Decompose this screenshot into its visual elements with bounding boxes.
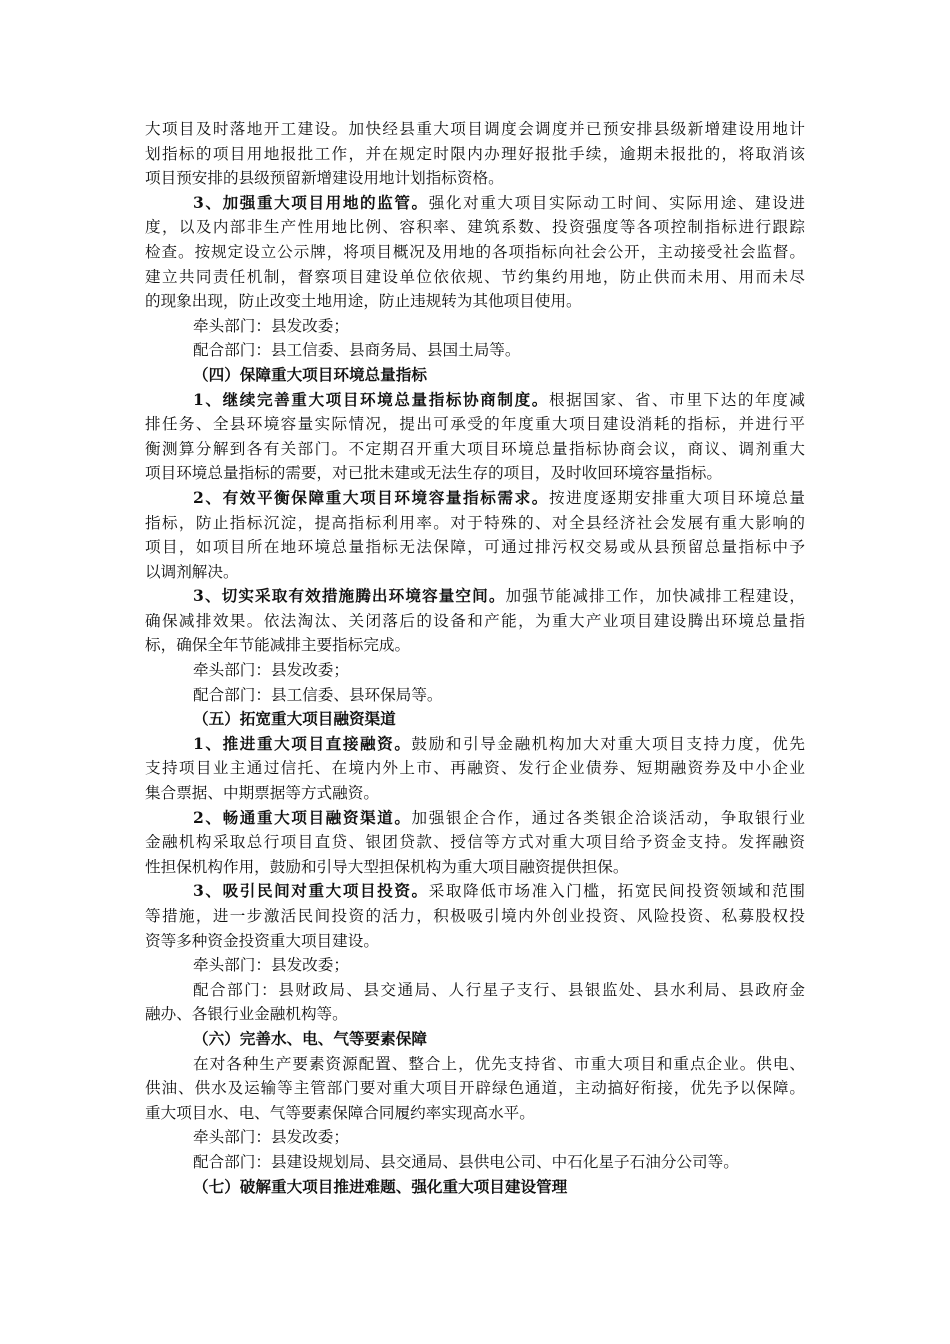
section-heading: （五）拓宽重大项目融资渠道 [193,709,396,729]
item-text: 按进度逐期安排重大项目环境总量 [548,488,805,507]
document-body [145,117,805,1199]
lead-department: 牵头部门：县发改委； [193,661,349,680]
lead-department: 牵头部门：县发改委； [193,956,349,975]
text-line: 资等多种资金投资重大项目建设。 [145,931,379,950]
text-line: 标，确保全年节能减排主要指标完成。 [145,636,411,655]
cooperating-departments: 配合部门：县工信委、县商务局、县国土局等。 [193,341,521,360]
item-text: 强化对重大项目实际动工时间、实际用途、建设进 [428,193,805,212]
text-line: 衡测算分解到各有关部门。不定期召开重大项目环境总量指标协商会议，商议、调剂重大 [145,439,805,458]
text-line: 排任务、全县环境容量实际情况，提出可承受的年度重大项目建设消耗的指标，并进行平 [145,415,805,434]
item-text: 鼓励和引导金融机构加大对重大项目支持力度，优先 [411,734,805,753]
item-title: 2、有效平衡保障重大项目环境容量指标需求。 [193,487,549,507]
paragraph-start [145,879,805,904]
item-title: 2、畅通重大项目融资渠道。 [193,807,412,827]
text-line: 集合票据、中期票据等方式融资。 [145,784,379,803]
paragraph-start [145,732,805,757]
cooperating-departments: 配合部门：县财政局、县交通局、人行星子支行、县银监处、县水利局、县政府金 [193,980,805,999]
item-text: 加强节能减排工作，加快减排工程建设， [505,587,805,606]
section-heading: （七）破解重大项目推进难题、强化重大项目建设管理 [193,1176,568,1196]
text-line: 建立共同责任机制，督察项目建设单位依依规、节约集约用地，防止供而未用、用而未尽 [145,267,805,286]
text-line: 度，以及内部非生产性用地比例、容积率、建筑系数、投资强度等各项控制指标进行跟踪 [145,218,805,237]
text-line: 供油、供水及运输等主管部门要对重大项目开辟绿色通道，主动搞好衔接，优先予以保障。 [145,1079,805,1098]
text-line: 等措施，进一步激活民间投资的活力，积极吸引境内外创业投资、风险投资、私募股权投 [145,907,805,925]
item-text: 加强银企合作，通过各类银企洽谈活动，争取银行业 [411,808,805,827]
text-line: 大项目及时落地开工建设。加快经县重大项目调度会调度并已预安排县级新增建设用地计 [145,120,805,138]
section-heading: （四）保障重大项目环境总量指标 [193,364,427,384]
text-line: 项目预安排的县级预留新增建设用地计划指标资格。 [145,169,504,188]
text-line: 性担保机构作用，鼓励和引导大型担保机构为重大项目融资提供担保。 [145,857,629,876]
item-text: 采取降低市场准入门槛，拓宽民间投资领域和范围 [428,882,805,901]
text-line: 项目环境总量指标的需要，对已批未建或无法生存的项目，及时收回环境容量指标。 [145,464,722,483]
item-title: 1、继续完善重大项目环境总量指标协商制度。 [193,389,549,409]
item-title: 3、切实采取有效措施腾出环境容量空间。 [193,586,506,606]
lead-department: 牵头部门：县发改委； [193,316,349,335]
section-heading: （六）完善水、电、气等要素保障 [193,1028,427,1048]
paragraph-start: 在对各种生产要素资源配置、整合上，优先支持省、市重大项目和重点企业。供电、 [193,1054,805,1073]
cooperating-departments: 配合部门：县工信委、县环保局等。 [193,685,443,704]
text-line: 的现象出现，防止改变土地用途，防止违规转为其他项目使用。 [145,292,582,311]
cooperating-departments: 配合部门：县建设规划局、县交通局、县供电公司、中石化星子石油分公司等。 [193,1152,739,1171]
text-line: 融办、各银行业金融机构等。 [145,1005,348,1024]
text-line: 划指标的项目用地报批工作，并在规定时限内办理好报批手续，逾期未报批的，将取消该 [145,144,805,163]
text-line: 项目，如项目所在地环境总量指标无法保障，可通过排污权交易或从县预留总量指标中予 [145,538,805,557]
paragraph-start [145,388,805,413]
text-line: 金融机构采取总行项目直贷、银团贷款、授信等方式对重大项目给予资金支持。发挥融资 [145,833,805,852]
item-text: 根据国家、省、市里下达的年度减 [548,390,805,409]
text-line: 以调剂解决。 [145,562,239,581]
item-title: 1、推进重大项目直接融资。 [193,733,412,753]
text-line: 指标，防止指标沉淀，提高指标利用率。对于特殊的、对全县经济社会发展有重大影响的 [145,513,805,532]
paragraph-start [145,584,805,609]
item-title: 3、吸引民间对重大项目投资。 [193,881,429,901]
text-line: 检查。按规定设立公示牌，将项目概况及用地的各项指标向社会公开，主动接受社会监督。 [145,242,805,261]
text-line: 重大项目水、电、气等要素保障合同履约率实现高水平。 [145,1103,535,1122]
lead-department: 牵头部门：县发改委； [193,1128,349,1147]
paragraph-start [145,806,805,831]
paragraph-start [145,486,805,511]
text-line: 确保减排效果。依法淘汰、关闭落后的设备和产能，为重大产业项目建设腾出环境总量指 [145,611,805,630]
text-line: 支持项目业主通过信托、在境内外上市、再融资、发行企业债券、短期融资券及中小企业 [145,759,805,778]
paragraph-start [145,191,805,216]
item-title: 3、加强重大项目用地的监管。 [193,192,429,212]
